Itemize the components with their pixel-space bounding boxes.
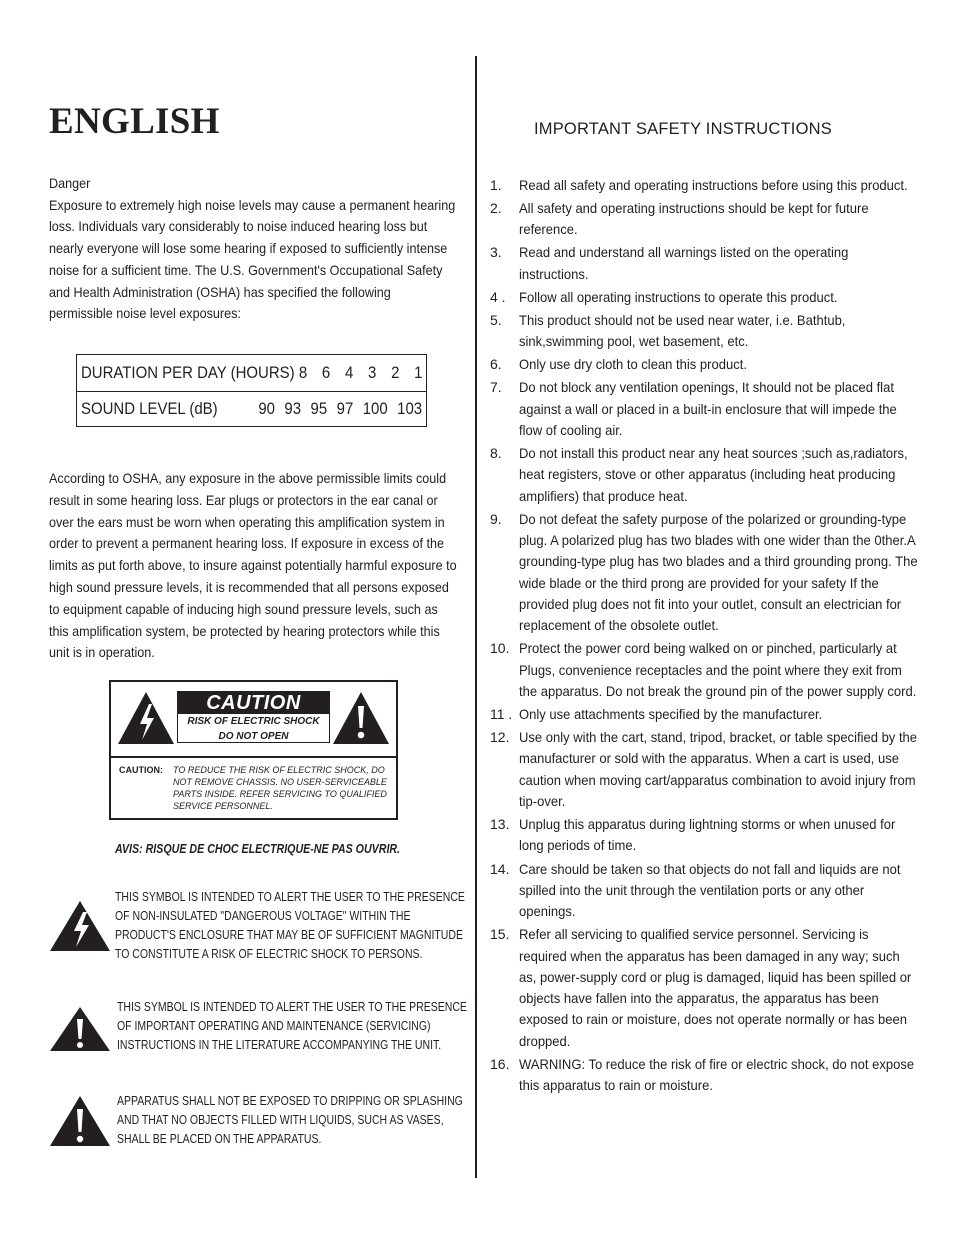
liquids-symbol-text bbox=[117, 1092, 470, 1149]
safety-item bbox=[490, 287, 920, 308]
caution-open-line: DO NOT OPEN bbox=[218, 731, 289, 742]
sound-level-value: 93 bbox=[284, 399, 301, 418]
caution-note-label: CAUTION: bbox=[119, 765, 163, 775]
safety-item-text: All safety and operating instructions should be kept for future reference. bbox=[519, 200, 869, 238]
caution-heading: CAUTION bbox=[178, 692, 329, 714]
caution-note-text: TO REDUCE THE RISK OF ELECTRIC SHOCK, DO NOT REMOVE CHASSIS. NO USER-SERVICEABLE PARTS INSIDE. REFER SERVICING TO QUALIFIED SERVICE PERSONNEL. bbox=[173, 765, 387, 811]
safety-item-number: 14. bbox=[490, 860, 510, 877]
safety-item bbox=[490, 354, 920, 375]
lightning-warning-icon bbox=[116, 690, 176, 746]
caution-note bbox=[119, 764, 394, 812]
safety-item-text: Do not defeat the safety purpose of the polarized or grounding-type plug. A polarized plug has two blades with one wider than the 0ther.A grounding-type plug has two blades and a third grounding prong. The wide blade or the third prong are provided for your safety If the provided plug does not fit into your outlet, consult an electrician for replacement of the obsolete outlet. bbox=[519, 510, 918, 634]
safety-item bbox=[490, 175, 920, 196]
safety-item bbox=[490, 704, 920, 725]
safety-item-number: 12. bbox=[490, 729, 510, 746]
duration-value: 1 bbox=[413, 363, 422, 382]
safety-instructions-title: IMPORTANT SAFETY INSTRUCTIONS bbox=[534, 120, 832, 138]
safety-item-text: Care should be taken so that objects do not fall and liquids are not spilled into the unit through the ventilation ports or any other openings. bbox=[519, 860, 901, 920]
safety-item bbox=[490, 1054, 920, 1097]
duration-values bbox=[288, 363, 422, 383]
safety-item-number: 4 . bbox=[490, 288, 506, 305]
safety-item bbox=[490, 443, 920, 507]
sound-level-value: 100 bbox=[362, 399, 388, 418]
caution-center-panel bbox=[177, 691, 330, 743]
instructions-symbol-paragraph: THIS SYMBOL IS INTENDED TO ALERT THE USER TO THE PRESENCE OF IMPORTANT OPERATING AND MAINTENANCE (SERVICING) INSTRUCTIONS IN THE LITERATURE ACCOMPANYING THE UNIT. bbox=[117, 1000, 467, 1052]
safety-item-text: WARNING: To reduce the risk of fire or electric shock, do not expose this apparatus to rain or moisture. bbox=[519, 1055, 915, 1094]
safety-item-text: Only use dry cloth to clean this product. bbox=[519, 356, 747, 373]
safety-item bbox=[490, 377, 920, 441]
safety-item-number: 16. bbox=[490, 1055, 510, 1072]
safety-item-number: 9. bbox=[490, 510, 502, 527]
caution-label-header bbox=[111, 682, 396, 758]
noise-exposure-table bbox=[76, 354, 427, 427]
safety-item-number: 8. bbox=[490, 445, 502, 462]
safety-item bbox=[490, 924, 920, 1052]
safety-item-number: 11 . bbox=[490, 706, 513, 723]
sound-level-label: SOUND LEVEL (dB) bbox=[81, 399, 218, 418]
caution-shock-line: RISK OF ELECTRIC SHOCK bbox=[187, 716, 320, 727]
safety-item bbox=[490, 198, 920, 241]
column-divider bbox=[475, 56, 477, 1178]
sound-level-row bbox=[77, 391, 426, 427]
voltage-symbol-paragraph: THIS SYMBOL IS INTENDED TO ALERT THE USER TO THE PRESENCE OF NON-INSULATED "DANGEROUS VOLTAGE" WITHIN THE PRODUCT'S ENCLOSURE THAT MAY BE OF SUFFICIENT MAGNITUDE TO CONSTITUTE A RISK OF ELECTRIC SHOCK TO PERSONS. bbox=[115, 890, 465, 961]
exclamation-warning-icon bbox=[331, 690, 391, 746]
sound-level-value: 103 bbox=[397, 399, 422, 418]
safety-item-text: Unplug this apparatus during lightning storms or when unused for long periods of time. bbox=[519, 816, 896, 854]
danger-label: Danger bbox=[49, 175, 91, 191]
safety-item-text: Use only with the cart, stand, tripod, bracket, or table specified by the manufacturer or sold with the apparatus. When a cart is used, use caution when moving cart/apparatus combination to avoid injury from tip-over. bbox=[519, 729, 918, 810]
safety-item-number: 10. bbox=[490, 640, 510, 657]
sound-level-values bbox=[253, 399, 422, 419]
safety-item-text: Do not install this product near any heat sources ;such as,radiators, heat registers, stove or other apparatus (including heat producing amplifiers) that produce heat. bbox=[519, 445, 908, 504]
sound-level-value: 95 bbox=[310, 399, 328, 418]
safety-item-text: Protect the power cord being walked on or pinched, particularly at Plugs, convenience receptacles and the point where they exit from the apparatus. Do not break the ground pin of the power supply cord. bbox=[519, 640, 917, 699]
safety-item-number: 2. bbox=[490, 200, 502, 217]
safety-item bbox=[490, 727, 920, 812]
caution-label bbox=[109, 680, 398, 820]
exclamation-warning-icon bbox=[49, 1006, 111, 1052]
safety-item-text: Follow all operating instructions to operate this product. bbox=[519, 288, 838, 305]
safety-item-text: This product should not be used near water, i.e. Bathtub, sink,swimming pool, wet basement, etc. bbox=[519, 311, 846, 350]
sound-level-value: 90 bbox=[258, 399, 275, 418]
duration-label: DURATION PER DAY (HOURS) bbox=[81, 363, 295, 382]
voltage-symbol-text bbox=[115, 888, 468, 964]
danger-section bbox=[49, 173, 457, 325]
safety-item bbox=[490, 242, 920, 285]
instructions-symbol-text bbox=[117, 998, 470, 1055]
safety-item-number: 3. bbox=[490, 244, 502, 261]
safety-item-number: 15. bbox=[490, 926, 510, 943]
safety-item bbox=[490, 509, 920, 637]
duration-row bbox=[77, 355, 426, 392]
duration-value: 2 bbox=[390, 363, 399, 382]
osha-section bbox=[49, 468, 457, 664]
avis-notice: AVIS: RISQUE DE CHOC ELECTRIQUE-NE PAS OUVRIR. bbox=[115, 841, 401, 856]
sound-level-value: 97 bbox=[336, 399, 354, 418]
duration-value: 8 bbox=[298, 363, 307, 382]
liquids-symbol-paragraph: APPARATUS SHALL NOT BE EXPOSED TO DRIPPING OR SPLASHING AND THAT NO OBJECTS FILLED WITH LIQUIDS, SUCH AS VASES, SHALL BE PLACED ON THE APPARATUS. bbox=[117, 1094, 463, 1146]
safety-item bbox=[490, 638, 920, 702]
exclamation-warning-icon bbox=[49, 1095, 111, 1147]
duration-value: 4 bbox=[344, 363, 353, 382]
osha-paragraph: According to OSHA, any exposure in the above permissible limits could result in some hearing loss. Ear plugs or protectors in the ear canal or over the ears must be worn when operating this amplification system in order to prevent a permanent hearing loss. If exposure in excess of the limits as put forth above, to insure against potentially harmful exposure to high sound pressure levels, it is recommended that all persons exposed to equipment capable of inducing high sound pressure levels, such as this amplification system, be protected by hearing protectors while this unit is in operation. bbox=[49, 470, 457, 661]
safety-item-number: 1. bbox=[490, 177, 502, 193]
safety-item-text: Read and understand all warnings listed on the operating instructions. bbox=[519, 244, 849, 282]
safety-item bbox=[490, 814, 920, 857]
safety-instructions-list bbox=[490, 175, 920, 1098]
page-title: ENGLISH bbox=[49, 101, 220, 142]
safety-item bbox=[490, 310, 920, 353]
safety-item-text: Refer all servicing to qualified service personnel. Servicing is required when the apparatus has been damaged in any way; such as, power-supply cord or plug is damaged, liquid has been spilled or objects have fallen into the apparatus, the apparatus has been exposed to rain or moisture, does not operate normally or has been dropped. bbox=[519, 926, 912, 1049]
safety-item-number: 7. bbox=[490, 379, 502, 396]
safety-item-number: 13. bbox=[490, 816, 510, 833]
safety-item-number: 5. bbox=[490, 311, 502, 328]
duration-value: 6 bbox=[321, 363, 330, 382]
safety-item bbox=[490, 859, 920, 923]
danger-text: Exposure to extremely high noise levels may cause a permanent hearing loss. Individuals vary considerably to noise induced hearing loss but nearly everyone will lose some hearing if exposed to sufficiently intense noise for a sufficient time. The U.S. Government's Occupational Safety and Health Administration (OSHA) has specified the following permissible noise level exposures: bbox=[49, 196, 456, 322]
safety-item-text: Only use attachments specified by the manufacturer. bbox=[519, 706, 823, 723]
safety-item-number: 6. bbox=[490, 356, 502, 373]
lightning-warning-icon bbox=[49, 900, 111, 952]
safety-item-text: Read all safety and operating instructions before using this product. bbox=[519, 177, 908, 193]
duration-value: 3 bbox=[367, 363, 376, 382]
safety-item-text: Do not block any ventilation openings, It should not be placed flat against a wall or placed in a built-in enclosure that will impede the flow of cooling air. bbox=[519, 379, 897, 439]
